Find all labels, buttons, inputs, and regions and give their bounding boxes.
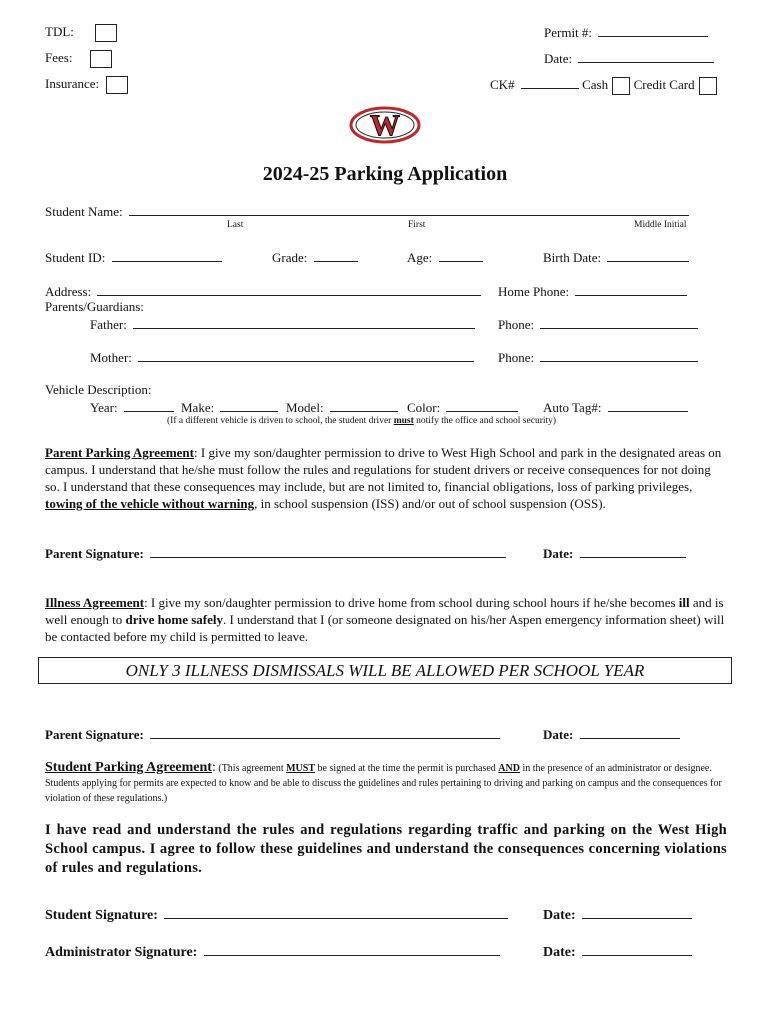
illness-text-c: . I understand that I (or someone designated on his/her Aspen emergency information sheet) will be contacted before my child is permitted to leave.: [45, 612, 725, 644]
parent-signature-row-2: [45, 726, 500, 743]
permit-field[interactable]: [598, 24, 708, 37]
mother-label: Mother:: [90, 350, 132, 365]
parent-agreement-text-b: , in school suspension (ISS) and/or out of school suspension (OSS).: [254, 496, 606, 511]
age-label: Age:: [407, 250, 433, 265]
admin-date-label: Date:: [543, 945, 576, 960]
parent-date-row-1: [543, 545, 686, 562]
vehicle-note-must: must: [393, 416, 414, 426]
student-signature-row: [45, 906, 508, 924]
birth-date-row: [543, 249, 689, 266]
cash-label: Cash: [582, 77, 609, 92]
svg-text:W: W: [370, 109, 400, 142]
illness-ill: ill: [678, 595, 690, 610]
parent-date-row-2: [543, 726, 680, 743]
home-phone-label: Home Phone:: [498, 284, 570, 299]
parent-agreement-text-a: : I give my son/daughter permission to drive to West High School and park in the designated areas on campus. I understand that he/she must follow the rules and regulations for student drivers or receive consequences for not doing so. I understand that these consequences may include, but are not limited to, financial obligations, loss of parking privileges,: [45, 445, 722, 494]
tdl-row: [45, 24, 117, 42]
parents-label: Parents/Guardians:: [45, 299, 144, 314]
grade-label: Grade:: [272, 250, 308, 265]
student-agreement-must: MUST: [286, 763, 316, 774]
vehicle-note: [167, 416, 556, 426]
model-label: Model:: [286, 400, 324, 415]
parent-signature-label-2: Parent Signature:: [45, 727, 144, 742]
middle-initial-caption: Middle Initial: [634, 220, 687, 230]
admin-date-row: [543, 943, 692, 961]
credit-card-checkbox[interactable]: [699, 77, 717, 95]
admin-date-field[interactable]: [582, 943, 692, 956]
illness-dismissal-banner: ONLY 3 ILLNESS DISMISSALS WILL BE ALLOWED PER SCHOOL YEAR: [38, 657, 732, 684]
page-title: 2024-25 Parking Application: [262, 163, 508, 185]
student-agreement-text-a: (This agreement: [218, 763, 287, 774]
student-name-field[interactable]: [129, 203, 689, 216]
student-date-row: [543, 906, 692, 924]
year-field[interactable]: [124, 399, 174, 412]
student-id-label: Student ID:: [45, 250, 106, 265]
student-agreement-text-b: be signed at the time the permit is purchased: [315, 763, 499, 774]
auto-tag-field[interactable]: [608, 399, 688, 412]
address-field[interactable]: [97, 283, 481, 296]
mother-field[interactable]: [138, 349, 474, 362]
color-field[interactable]: [446, 399, 518, 412]
father-field[interactable]: [133, 316, 475, 329]
permit-label: Permit #:: [544, 25, 593, 40]
father-phone-row: [498, 316, 698, 333]
student-id-field[interactable]: [112, 249, 222, 262]
credit-card-label: Credit Card: [633, 77, 695, 92]
ck-field[interactable]: [521, 76, 579, 89]
illness-text-b: and is well enough to: [45, 595, 724, 627]
illness-drive-home: drive home safely: [125, 612, 223, 627]
cash-checkbox[interactable]: [612, 77, 630, 95]
parent-date-field-1[interactable]: [580, 545, 686, 558]
vehicle-color-row: [407, 399, 518, 416]
fees-label: Fees:: [45, 50, 73, 65]
father-phone-label: Phone:: [498, 317, 535, 332]
parent-signature-field-1[interactable]: [150, 545, 506, 558]
student-id-row: [45, 249, 222, 266]
father-label: Father:: [90, 317, 127, 332]
header-date-row: [544, 50, 714, 67]
parent-date-field-2[interactable]: [580, 726, 680, 739]
illness-text-a: : I give my son/daughter permission to drive home from school during school hours if he/she becomes: [144, 595, 679, 610]
parent-signature-field-2[interactable]: [150, 726, 500, 739]
vehicle-model-row: [286, 399, 398, 416]
vehicle-make-row: [181, 399, 278, 416]
auto-tag-row: [543, 399, 688, 416]
student-signature-label: Student Signature:: [45, 908, 158, 923]
age-field[interactable]: [439, 249, 483, 262]
parent-signature-row-1: [45, 545, 506, 562]
vehicle-note-pre: (If a different vehicle is driven to school, the student driver: [167, 416, 394, 426]
admin-signature-label: Administrator Signature:: [45, 945, 198, 960]
address-label: Address:: [45, 284, 92, 299]
student-name-label: Student Name:: [45, 204, 123, 219]
illness-heading: Illness Agreement: [45, 595, 145, 610]
first-caption: First: [408, 220, 426, 230]
auto-tag-label: Auto Tag#:: [543, 400, 602, 415]
school-logo: [349, 106, 421, 148]
vehicle-note-post: notify the office and school security): [413, 416, 557, 426]
admin-signature-field[interactable]: [204, 943, 500, 956]
fees-checkbox[interactable]: [90, 50, 112, 68]
insurance-row: [45, 76, 128, 94]
grade-field[interactable]: [314, 249, 358, 262]
insurance-label: Insurance:: [45, 76, 100, 91]
last-caption: Last: [227, 220, 244, 230]
insurance-checkbox[interactable]: [106, 76, 128, 94]
student-signature-field[interactable]: [164, 906, 508, 919]
mother-phone-row: [498, 349, 698, 366]
admin-signature-row: [45, 943, 500, 961]
address-row: [45, 283, 481, 300]
ck-label: CK#: [490, 77, 515, 92]
parent-date-label-2: Date:: [543, 727, 574, 742]
mother-row: [90, 349, 474, 366]
color-label: Color:: [407, 400, 441, 415]
mother-phone-field[interactable]: [540, 349, 698, 362]
home-phone-field[interactable]: [575, 283, 687, 296]
student-agreement-colon: :: [211, 760, 216, 775]
mother-phone-label: Phone:: [498, 350, 535, 365]
permit-row: [544, 24, 708, 41]
student-agreement-text-c: in the presence of an administrator or designee. Students applying for permits are expected to know and be able to discuss the guidelines and rules pertaining to driving and parking on campus and the consequences for violation of these regulations.): [45, 763, 722, 804]
student-agreement-and: AND: [498, 763, 520, 774]
grade-row: [272, 249, 358, 266]
birth-date-field[interactable]: [607, 249, 689, 262]
acknowledgement-statement: I have read and understand the rules and regulations regarding traffic and parking on the West High School campus. I agree to follow these guidelines and understand the consequences concerning violations of rules and regulations.: [45, 822, 727, 876]
make-field[interactable]: [220, 399, 278, 412]
fees-row: [45, 50, 112, 68]
father-row: [90, 316, 475, 333]
parent-parking-agreement: [45, 444, 725, 512]
home-phone-row: [498, 283, 687, 300]
header-date-field[interactable]: [578, 50, 714, 63]
vehicle-description-label: Vehicle Description:: [45, 382, 152, 397]
student-date-field[interactable]: [582, 906, 692, 919]
student-parking-agreement: [45, 760, 725, 806]
parent-date-label-1: Date:: [543, 546, 574, 561]
tdl-checkbox[interactable]: [95, 24, 117, 42]
make-label: Make:: [181, 400, 215, 415]
student-agreement-heading: Student Parking Agreement: [45, 760, 212, 775]
father-phone-field[interactable]: [540, 316, 698, 329]
year-label: Year:: [90, 400, 118, 415]
header-date-label: Date:: [544, 51, 573, 66]
parent-agreement-towing: towing of the vehicle without warning: [45, 496, 255, 511]
illness-agreement: [45, 594, 725, 645]
parent-agreement-heading: Parent Parking Agreement: [45, 445, 194, 460]
student-name-row: [45, 203, 689, 220]
age-row: [407, 249, 483, 266]
vehicle-year-row: [90, 399, 174, 416]
parent-signature-label-1: Parent Signature:: [45, 546, 144, 561]
birth-date-label: Birth Date:: [543, 250, 602, 265]
model-field[interactable]: [330, 399, 398, 412]
tdl-label: TDL:: [45, 24, 74, 39]
student-date-label: Date:: [543, 908, 576, 923]
payment-row: [490, 76, 717, 95]
